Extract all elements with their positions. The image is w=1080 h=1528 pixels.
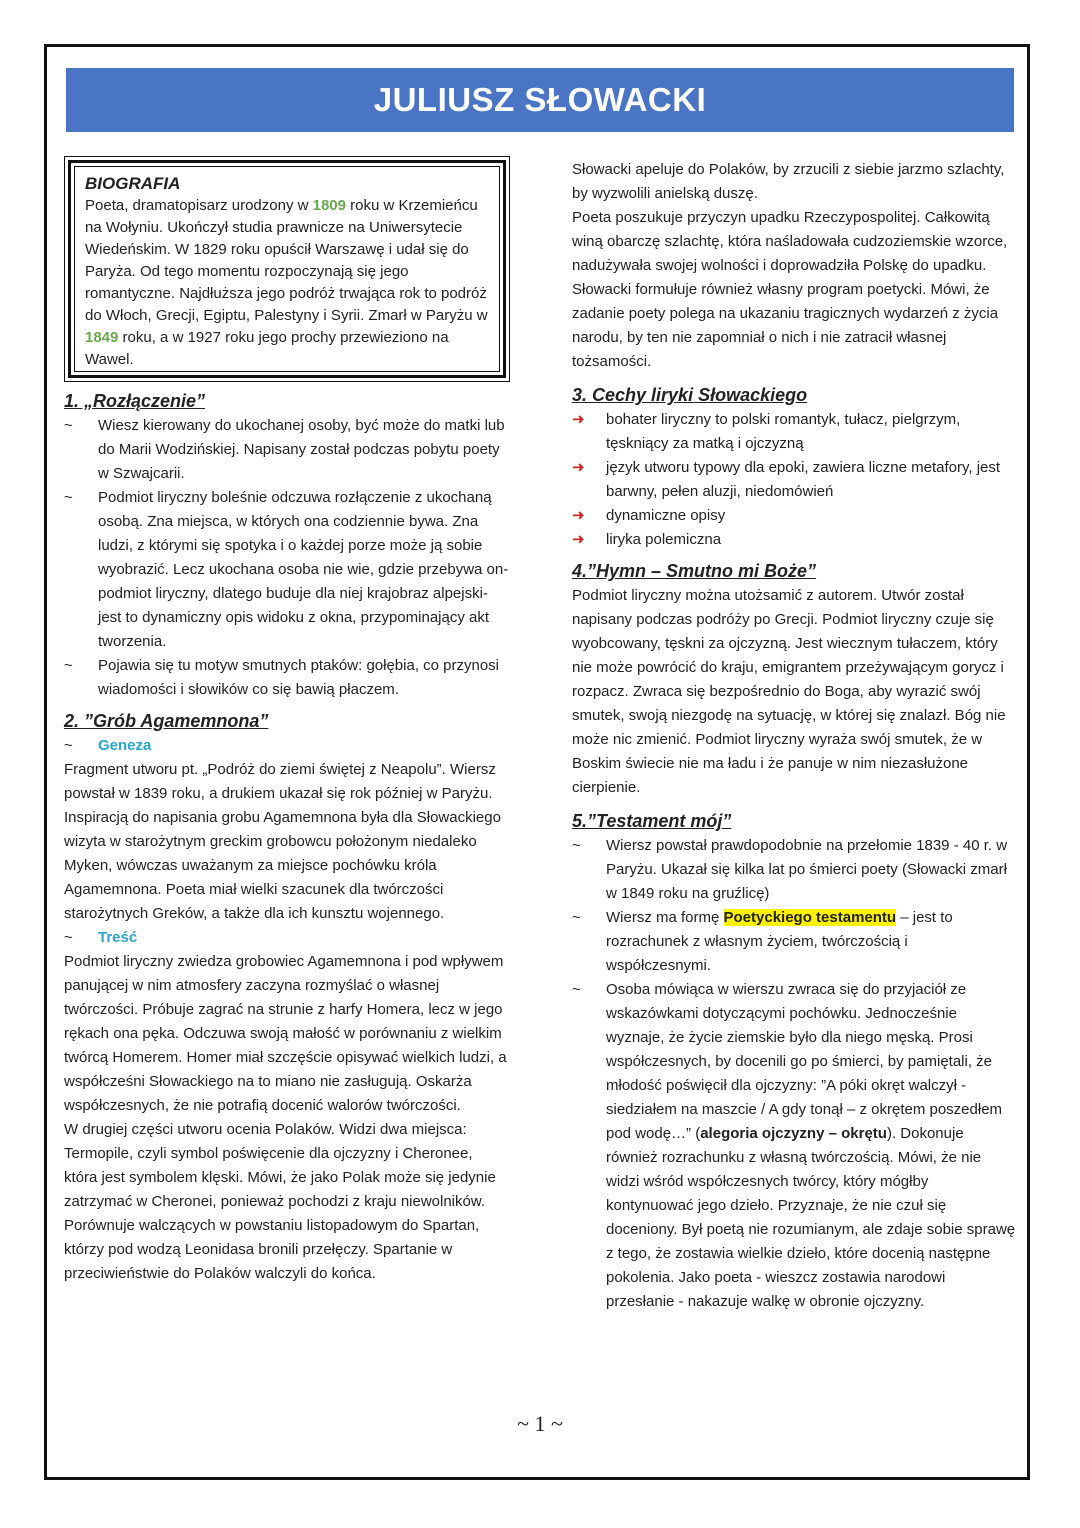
list-item [64, 654, 510, 702]
arrow-right-icon: ➜ [572, 459, 585, 476]
bio-text-part: Poeta, dramatopisarz urodzony w [85, 197, 313, 214]
tilde-bullet-icon: ~ [572, 981, 581, 998]
biography-text [85, 195, 491, 371]
geneza-subheading [64, 734, 510, 758]
tilde-bullet-icon: ~ [572, 909, 581, 926]
list-item [572, 528, 1016, 552]
biography-heading: BIOGRAFIA [85, 174, 181, 193]
death-year: 1849 [85, 329, 119, 346]
list-item [572, 906, 1016, 978]
geneza-text: Fragment utworu pt. „Podróż do ziemi świętej z Neapolu”. Wiersz powstał w 1839 roku, a drukiem ukazał się rok później w Paryżu. Inspiracją do napisania grobu Agamemnona była dla Słowackiego wizyta w starożytnym greckim grobowcu położonym niedaleko Myken, wówczas uważanym za miejsce pochówku króla Agamemnona. Poeta miał wielki szacunek dla twórczości starożytnych Greków, a także dla ich kunsztu wojennego. [64, 761, 501, 922]
bio-text-part: roku, a w 1927 roku jego prochy przewieziono na Wawel. [85, 329, 449, 368]
bold-term: alegoria ojczyzny – okrętu [700, 1125, 887, 1142]
text-part: Osoba mówiąca w wierszu zwraca się do przyjaciół ze wskazówkami dotyczącymi pochówku. Jednocześnie wyznaje, że życie ziemskie było dla niego męską. Prosi współczesnych, by docenili go po śmierci, by pamiętali, że młodość poświęcił dla ojczyzny: ”A póki okręt walczył - siedziałem na maszcie / A gdy tonął – z okrętem poszedłem pod wodę…” ( [606, 981, 1003, 1142]
page-title: JULIUSZ SŁOWACKI [66, 68, 1014, 132]
right-column [572, 158, 1016, 1314]
list-item [572, 504, 1016, 528]
section-4-text: Podmiot liryczny można utożsamić z autorem. Utwór został napisany podczas podróży po Grecji. Podmiot liryczny czuje się wyobcowany, tęskni za ojczyzną. Jest wiecznym tułaczem, który nie może powrócić do kraju, emigrantem przeżywającym gorycz i rozpacz. Zwraca się bezpośrednio do Boga, aby wyrazić swój smutek, swoją niezgodę na sytuację, w której się znalazł. Bóg nie może nic zmienić. Podmiot liryczny wyraża swój smutek, że w Boskim świecie nie ma ładu i że panuje w nim niezasłużone cierpienie. [572, 587, 1006, 796]
tresc-subheading [64, 926, 510, 950]
list-item [572, 456, 1016, 504]
page-number: ~ 1 ~ [517, 1411, 563, 1436]
list-item [572, 834, 1016, 906]
continuation-paragraph: Słowacki formułuje również własny program poetycki. Mówi, że zadanie poety polega na ukazaniu tragicznych wydarzeń z życia narodu, by ten nie zapomniał o nich i nie zatracił własnej tożsamości. [572, 281, 999, 370]
list-item-text: liryka polemiczna [606, 531, 722, 548]
list-item [64, 414, 510, 486]
tilde-bullet-icon: ~ [64, 417, 73, 434]
list-item-text: Pojawia się tu motyw smutnych ptaków: gołębia, co przynosi wiadomości i słowików co się bawią płaczem. [98, 657, 500, 698]
highlighted-term: Poetyckiego testamentu [723, 909, 897, 926]
list-item-text: język utworu typowy dla epoki, zawiera liczne metafory, jest barwny, pełen aluzji, niedomówień [606, 459, 1001, 500]
section-2-title: 2. ”Grób Agamemnona” [64, 711, 269, 731]
tilde-bullet-icon: ~ [64, 489, 73, 506]
bio-text-part: roku w Krzemieńcu na Wołyniu. Ukończył studia prawnicze na Uniwersytecie Wiedeńskim. W 1829 roku opuścił Warszawę i udał się do Paryża. Od tego momentu rozpoczynają się jego romantyczne. Najdłuższa jego podróż trwająca rok to podróż do Włoch, Grecji, Egiptu, Palestyny i Syrii. Zmarł w Paryżu w [85, 197, 488, 324]
tilde-bullet-icon: ~ [64, 929, 73, 946]
list-item-text: bohater liryczny to polski romantyk, tułacz, pielgrzym, tęskniący za matką i ojczyzną [606, 411, 961, 452]
tilde-bullet-icon: ~ [64, 657, 73, 674]
list-item-text: Wiesz kierowany do ukochanej osoby, być może do matki lub do Marii Wodzińskiej. Napisany został podczas pobytu poety w Szwajcarii. [98, 417, 505, 482]
tresc-paragraph: W drugiej części utworu ocenia Polaków. Widzi dwa miejsca: Termopile, czyli symbol poświęcenie dla ojczyzny i Cheronee, która jest symbolem klęski. Mówi, że jako Polak może się jedynie zatrzymać w Cheronei, ponieważ pochodzi z kraju niewolników. [64, 1121, 496, 1210]
list-item-text: dynamiczne opisy [606, 507, 726, 524]
tresc-paragraph: Porównuje walczących w powstaniu listopadowym do Spartan, którzy pod wodzą Leonidasa bronili przełęczy. Spartanie w przeciwieństwie do Polaków walczyli do końca. [64, 1217, 480, 1282]
list-item [572, 978, 1016, 1314]
continuation-paragraph: Poeta poszukuje przyczyn upadku Rzeczypospolitej. Całkowitą winą obarczę szlachtę, która naśladowała cudzoziemskie wzorce, nadużywała swojej wolności i doprowadziła Polskę do upadku. [572, 209, 1008, 274]
list-item-text: Podmiot liryczny boleśnie odczuwa rozłączenie z ukochaną osobą. Zna miejsca, w których ona codziennie bywa. Zna ludzi, z którymi się spotyka i o każdej porze może ją sobie wyobrazić. Lecz ukochana osoba nie wie, gdzie przebywa on- podmiot liryczny, dlatego buduje dla niej krajobraz alpejski- jest to dynamiczny opis widoku z okna, przypominający akt tworzenia. [98, 489, 509, 650]
list-item [64, 486, 510, 654]
list-item-text [606, 981, 1015, 1310]
section-5-title: 5.”Testament mój” [572, 811, 732, 831]
left-column [64, 158, 510, 1286]
text-part: – jest to rozrachunek z własnym życiem, twórczością i współczesnymi. [606, 909, 953, 974]
section-1-title: 1. „Rozłączenie” [64, 391, 206, 411]
text-part: Wiersz ma formę [606, 909, 724, 926]
tresc-paragraph: Podmiot liryczny zwiedza grobowiec Agamemnona i pod wpływem panującej w nim atmosfery zaczyna rozmyślać o własnej twórczości. Próbuje zagrać na strunie z harfy Homera, lecz w jego rękach ona pęka. Odczuwa swoją małość w porównaniu z wielkim twórcą Homerem. Homer miał szczęście opisywać wielkich ludzi, a współcześni Słowackiego na to miano nie zasługują. Oskarża współczesnych, że nie potrafią docenić walorów twórczości. [64, 953, 507, 1114]
tresc-label: Treść [98, 929, 138, 946]
arrow-right-icon: ➜ [572, 507, 585, 524]
section-4-title: 4.”Hymn – Smutno mi Boże” [572, 561, 817, 581]
list-item-text: Wiersz powstał prawdopodobnie na przełomie 1839 - 40 r. w Paryżu. Ukazał się kilka lat po śmierci poety (Słowacki zmarł w 1849 roku na gruźlicę) [606, 837, 1008, 902]
text-part: ). Dokonuje również rozrachunku z własną twórczością. Mówi, że nie widzi wśród współczesnych twórcy, który mógłby kontynuować jego dzieło. Przyznaje, że nie czuł się doceniony. Był poetą nie rozumianym, ale zdaje sobie sprawę z tego, że zostawia wielkie dzieło, które docenią następne pokolenia. Jako poeta - wieszcz zostawia narodowi przesłanie - nakazuje walkę w obronie ojczyzny. [606, 1125, 1016, 1310]
geneza-label: Geneza [98, 737, 152, 754]
list-item [572, 408, 1016, 456]
tilde-bullet-icon: ~ [64, 737, 73, 754]
list-item-text [606, 909, 953, 974]
biography-box [68, 160, 506, 378]
tilde-bullet-icon: ~ [572, 837, 581, 854]
arrow-right-icon: ➜ [572, 531, 585, 548]
arrow-right-icon: ➜ [572, 411, 585, 428]
birth-year: 1809 [312, 197, 346, 214]
continuation-paragraph: Słowacki apeluje do Polaków, by zrzucili z siebie jarzmo szlachty, by wyzwolili anielską duszę. [572, 161, 1005, 202]
section-3-title: 3. Cechy liryki Słowackiego [572, 385, 808, 405]
